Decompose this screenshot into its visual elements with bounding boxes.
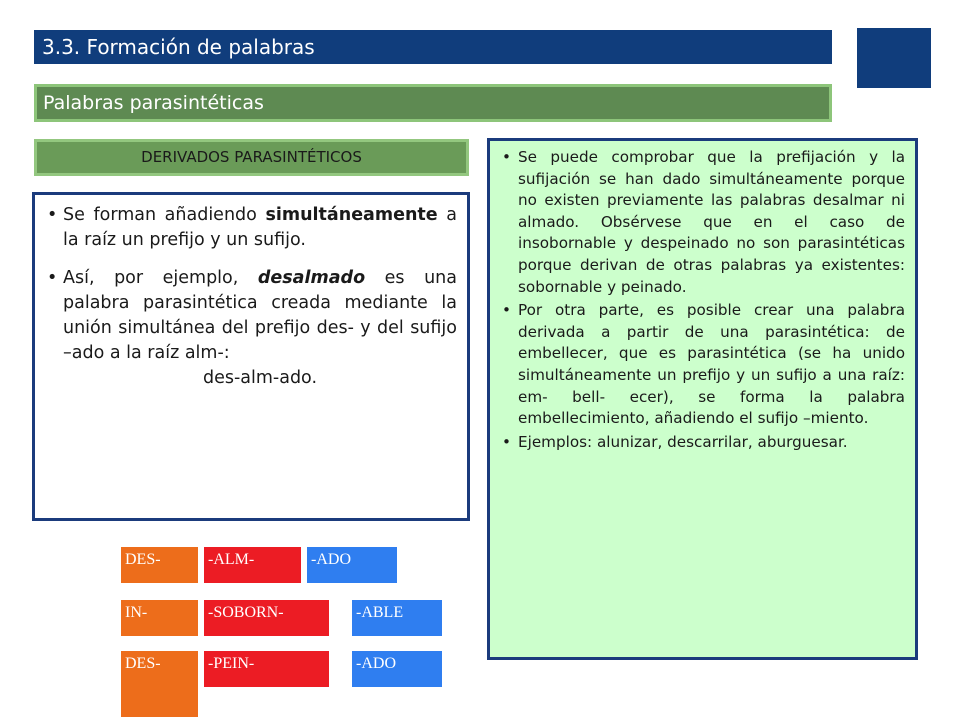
suffix-block: -ABLE: [352, 600, 442, 636]
section-heading: DERIVADOS PARASINTÉTICOS: [34, 139, 469, 176]
bullet-text-post: es una palabra parasintética creada mediante la unión simultánea del prefijo des- y del sufijo –ado a la raíz alm-:: [63, 268, 457, 363]
bullet-text-bold: simultáneamente: [265, 205, 438, 225]
suffix-block: -ADO: [352, 651, 442, 687]
explanation-list: [500, 147, 905, 453]
root-block: -SOBORN-: [204, 600, 329, 636]
examples-bullet: • Ejemplos: alunizar, descarrilar, aburguesar.: [500, 432, 905, 454]
definition-list: [45, 203, 457, 391]
explanation-bullet: • Por otra parte, es posible crear una palabra derivada a partir de una parasintética: de embellecer, que es parasintética (se ha unido simultáneamente un prefijo y un sufijo a una raíz: em- bell- ecer), se forma la palabra embellecimiento, añadiendo el sufijo –miento.: [500, 300, 905, 430]
prefix-block: DES-: [121, 651, 198, 717]
root-block: -ALM-: [204, 547, 301, 583]
definition-bullet: [45, 203, 457, 253]
suffix-block: -ADO: [307, 547, 397, 583]
page-subtitle: Palabras parasintéticas: [34, 84, 832, 122]
example-word: des-alm-ado.: [202, 368, 318, 388]
bullet-text-pre: Se forman añadiendo: [63, 205, 266, 225]
prefix-block: DES-: [121, 547, 198, 583]
prefix-block: IN-: [121, 600, 198, 636]
root-block: -PEIN-: [204, 651, 329, 687]
page-title: 3.3. Formación de palabras: [34, 30, 832, 64]
bullet-text-pre: Así, por ejemplo,: [63, 268, 258, 288]
corner-decoration: [857, 28, 931, 88]
bullet-text-post: a la raíz un prefijo y un sufijo.: [63, 205, 457, 250]
explanation-box: [487, 138, 918, 660]
bullet-text-bold: desalmado: [257, 268, 366, 288]
example-bullet: [45, 266, 457, 391]
definition-box: [32, 192, 470, 521]
explanation-bullet: • Se puede comprobar que la prefijación y la sufijación se han dado simultáneamente porque no existen previamente las palabras desalmar ni almado. Obsérvese que en el caso de insobornable y despeinado no son parasintéticas porque derivan de otras palabras ya existentes: sobornable y peinado.: [500, 147, 905, 298]
